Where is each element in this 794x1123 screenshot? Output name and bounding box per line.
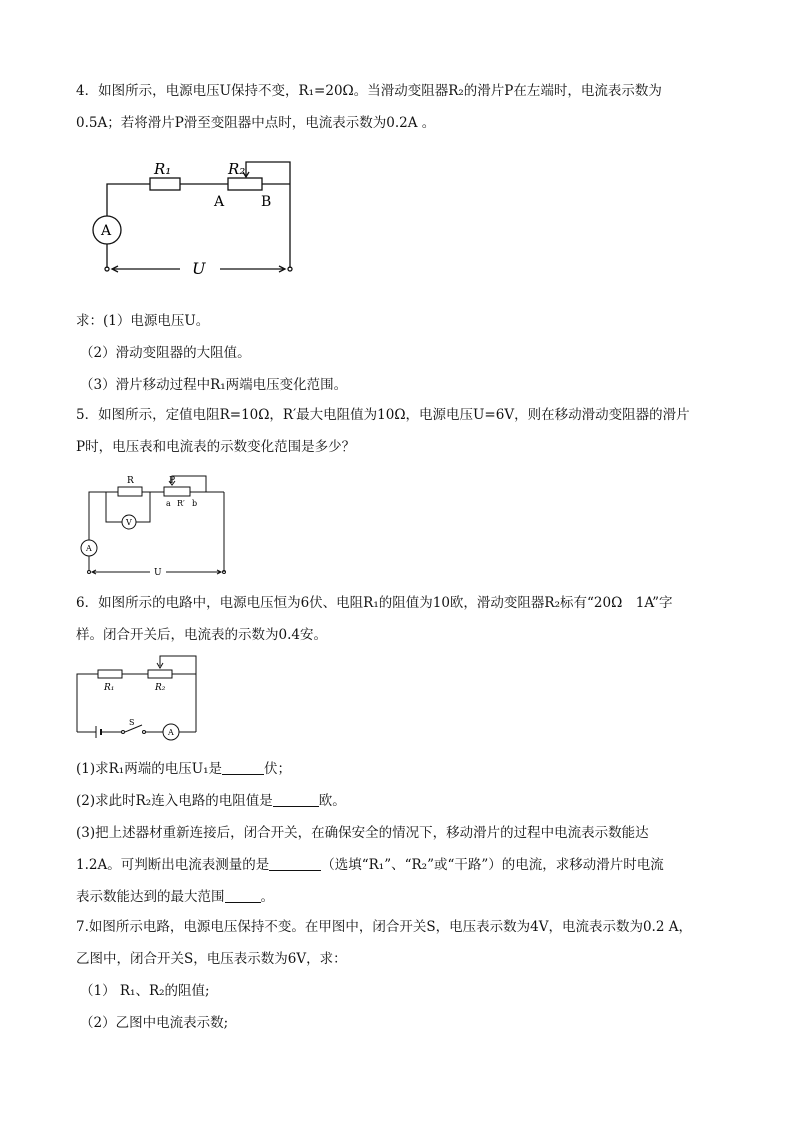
q6-fig-r2-label: R₂ xyxy=(155,683,166,693)
q4-sub3: （3）滑片移动过程中R₁两端电压变化范围。 xyxy=(80,377,348,393)
q4-ask: 求：(1）电源电压U。 xyxy=(76,313,210,329)
q4-fig-u-label: U xyxy=(192,259,206,278)
q4-fig-a-label: A xyxy=(214,194,225,210)
q6-fig-s-label: S xyxy=(129,718,135,727)
q7-line1: 7.如图所示电路，电源电压保持不变。在甲图中，闭合开关S，电压表示数为4V，电流表示数为0.2 A， xyxy=(76,919,692,935)
q6-fig-r1-label: R₁ xyxy=(104,683,115,693)
q5-fig-rp-label: R′ xyxy=(177,499,185,508)
q5-circuit-diagram xyxy=(76,470,236,580)
q7-sub2: （2）乙图中电流表示数; xyxy=(80,1015,229,1031)
q6-part3-text-after: （选填“R₁”、“R₂”或“干路”）的电流，求移动滑片时电流 xyxy=(321,857,664,873)
q4-sub2: （2）滑动变阻器的大阻值。 xyxy=(80,345,251,361)
q6-line2: 样。闭合开关后，电流表的示数为0.4安。 xyxy=(76,627,327,643)
q6-line1: 6．如图所示的电路中，电源电压恒为6伏、电阻R₁的阻值为10欧，滑动变阻器R₂标有“20Ω 1A”字 xyxy=(76,595,673,611)
q4-line1: 4．如图所示，电源电压U保持不变，R₁=20Ω。当滑动变阻器R₂的滑片P在左端时，电流表示数为 xyxy=(76,83,662,99)
q6-part3: (3)把上述器材重新连接后，闭合开关，在确保安全的情况下，移动滑片的过程中电流表示数能达 xyxy=(76,825,649,841)
q6-part3-range-blank[interactable] xyxy=(225,888,261,903)
q6-part1-unit: 伏； xyxy=(264,761,291,777)
q6-part1 xyxy=(76,760,291,778)
q5-fig-b-label: b xyxy=(192,499,198,508)
q6-part3-range-text: 表示数能达到的最大范围 xyxy=(76,889,225,905)
q5-fig-a-label: a xyxy=(166,499,171,508)
q6-part1-text: (1)求R₁两端的电压U₁是 xyxy=(76,761,222,777)
q5-fig-voltmeter-label: V xyxy=(126,518,132,527)
q4-fig-r2-label: R₂ xyxy=(228,160,246,178)
q6-part3-end xyxy=(76,888,274,906)
q4-circuit-diagram xyxy=(88,150,308,280)
q4-fig-b-label: B xyxy=(261,194,272,210)
q6-part2-unit: 欧。 xyxy=(318,793,346,809)
q5-fig-p-label: P xyxy=(169,476,176,486)
q7-sub1: （1） R₁、R₂的阻值; xyxy=(80,983,210,999)
q5-line2: P时，电压表和电流表的示数变化范围是多少？ xyxy=(76,439,356,455)
q6-part2-text: (2)求此时R₂连入电路的电阻值是 xyxy=(76,793,273,809)
q7-line2: 乙图中，闭合开关S，电压表示数为6V，求： xyxy=(76,951,347,967)
q6-part2-answer-blank[interactable] xyxy=(273,792,319,807)
q6-part3-range-end: 。 xyxy=(260,889,274,905)
q5-fig-r-label: R xyxy=(127,476,134,486)
q6-part2 xyxy=(76,792,346,810)
q6-part3-cont xyxy=(76,856,664,874)
q6-circuit-diagram xyxy=(70,652,210,747)
q6-part3-answer-blank[interactable] xyxy=(269,856,321,871)
q4-fig-r1-label: R₁ xyxy=(154,160,172,178)
q4-fig-ammeter-label: A xyxy=(101,223,112,239)
q4-line2: 0.5A；若将滑片P滑至变阻器中点时，电流表示数为0.2A 。 xyxy=(76,115,436,131)
q5-fig-u-label: U xyxy=(154,568,162,578)
q6-part1-answer-blank[interactable] xyxy=(222,760,264,775)
q6-part3-text: 1.2A。可判断出电流表测量的是 xyxy=(76,857,270,873)
q5-fig-ammeter-label: A xyxy=(86,544,92,553)
q5-line1: 5．如图所示，定值电阻R=10Ω，R′最大电阻值为10Ω，电源电压U=6V，则在移动滑动变阻器的滑片 xyxy=(76,407,690,423)
q6-fig-ammeter-label: A xyxy=(168,728,174,737)
